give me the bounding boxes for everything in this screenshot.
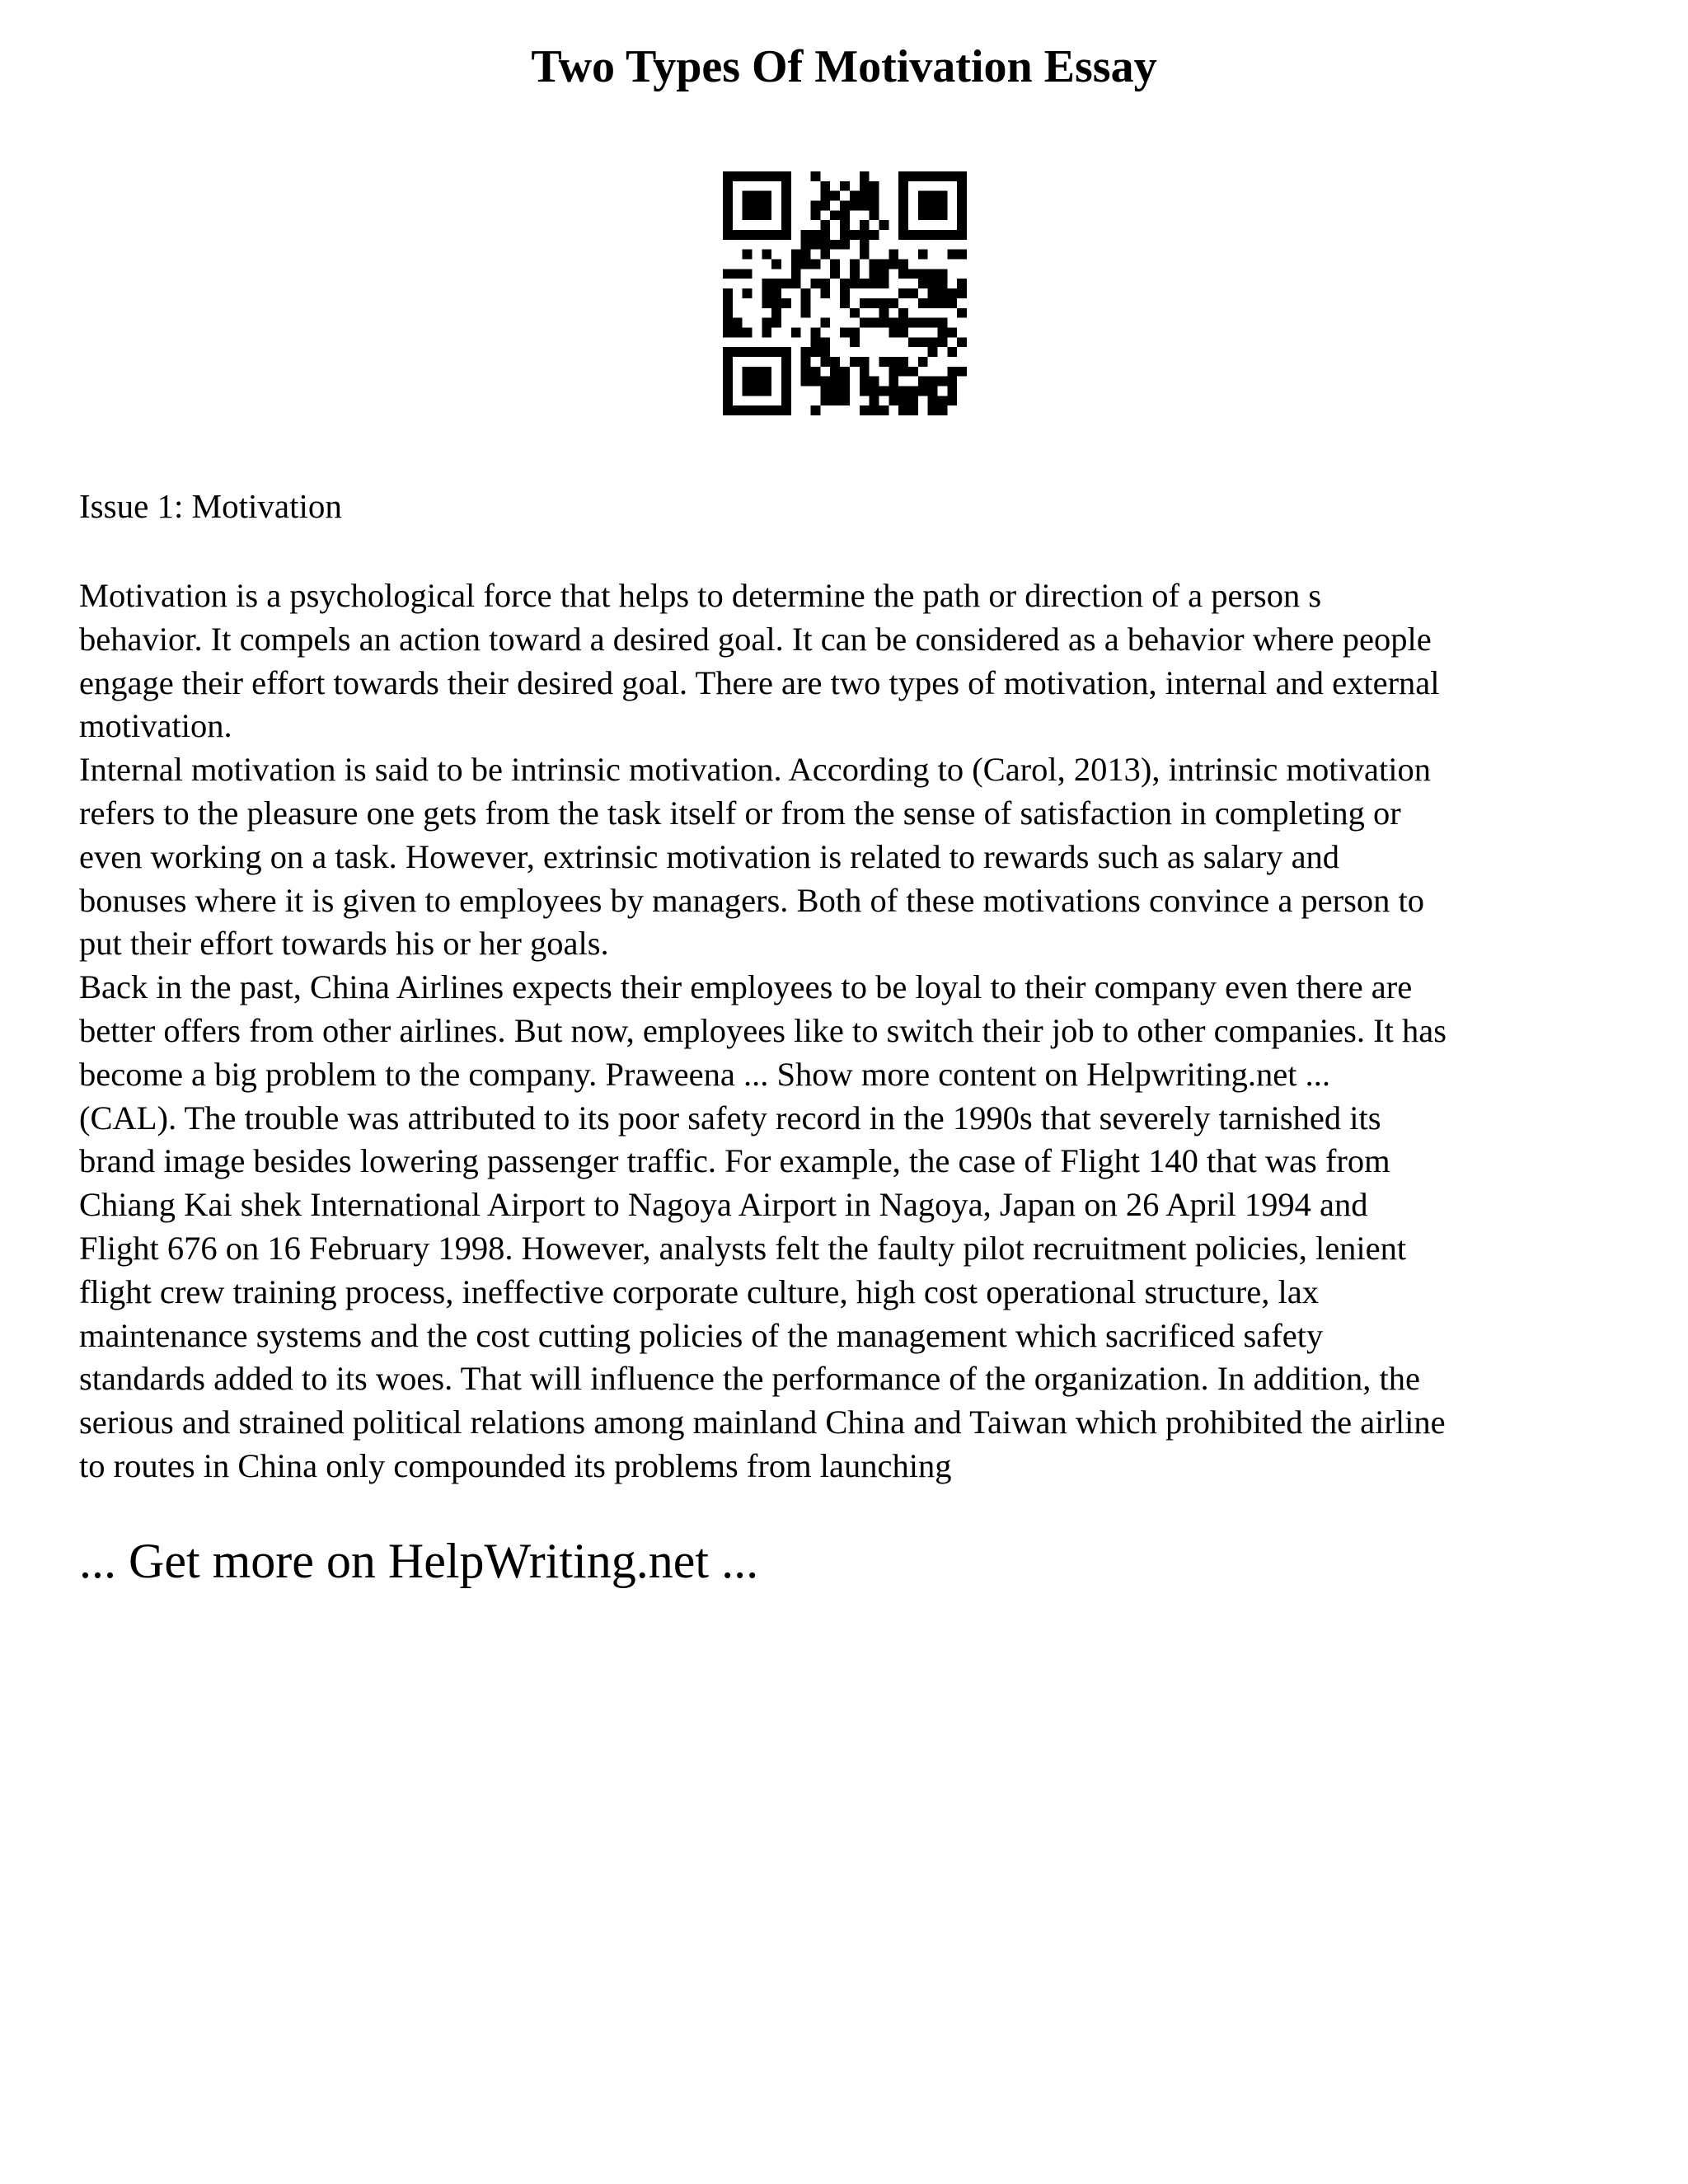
body-line: Motivation is a psychological force that helps to determine the path or direction of a person s (79, 577, 1322, 614)
body-line: engage their effort towards their desired goal. There are two types of motivation, internal and external (79, 663, 1440, 701)
qr-code-icon (723, 171, 967, 416)
body-line: (CAL). The trouble was attributed to its poor safety record in the 1990s that severely tarnished its (79, 1099, 1381, 1137)
body-line: flight crew training process, ineffective corporate culture, high cost operational structure, lax (79, 1272, 1319, 1310)
body-line: bonuses where it is given to employees by managers. Both of these motivations convince a person to (79, 881, 1425, 919)
body-line: put their effort towards his or her goals. (79, 925, 609, 963)
body-line: standards added to its woes. That will influence the performance of the organization. In addition, the (79, 1360, 1421, 1398)
body-line: Flight 676 on 16 February 1998. However, analysts felt the faulty pilot recruitment policies, lenient (79, 1229, 1407, 1267)
get-more-link[interactable]: ... Get more on HelpWriting.net ... (79, 1534, 759, 1588)
body-line: behavior. It compels an action toward a desired goal. It can be considered as a behavior where people (79, 620, 1432, 658)
body-line: Chiang Kai shek International Airport to Nagoya Airport in Nagoya, Japan on 26 April 1994 and (79, 1186, 1368, 1224)
body-line: refers to the pleasure one gets from the task itself or from the sense of satisfaction in completing or (79, 794, 1401, 832)
body-line: maintenance systems and the cost cutting policies of the management which sacrificed safety (79, 1316, 1324, 1354)
essay-body (79, 574, 1447, 1488)
body-line: serious and strained political relations among mainland China and Taiwan which prohibited the airline (79, 1404, 1446, 1441)
body-line: Internal motivation is said to be intrinsic motivation. According to (Carol, 2013), intrinsic motivation (79, 751, 1431, 789)
section-heading: Issue 1: Motivation (79, 487, 342, 525)
document-title: Two Types Of Motivation Essay (531, 41, 1157, 92)
body-line: even working on a task. However, extrinsic motivation is related to rewards such as salary and (79, 837, 1340, 875)
body-line: brand image besides lowering passenger traffic. For example, the case of Flight 140 that was from (79, 1142, 1390, 1180)
body-line: better offers from other airlines. But now, employees like to switch their job to other companies. It has (79, 1011, 1447, 1049)
body-line: become a big problem to the company. Praweena ... Show more content on Helpwriting.net ... (79, 1055, 1330, 1093)
body-line: Back in the past, China Airlines expects their employees to be loyal to their company even there are (79, 968, 1413, 1006)
body-line: to routes in China only compounded its problems from launching (79, 1446, 952, 1484)
body-line: motivation. (79, 707, 232, 745)
